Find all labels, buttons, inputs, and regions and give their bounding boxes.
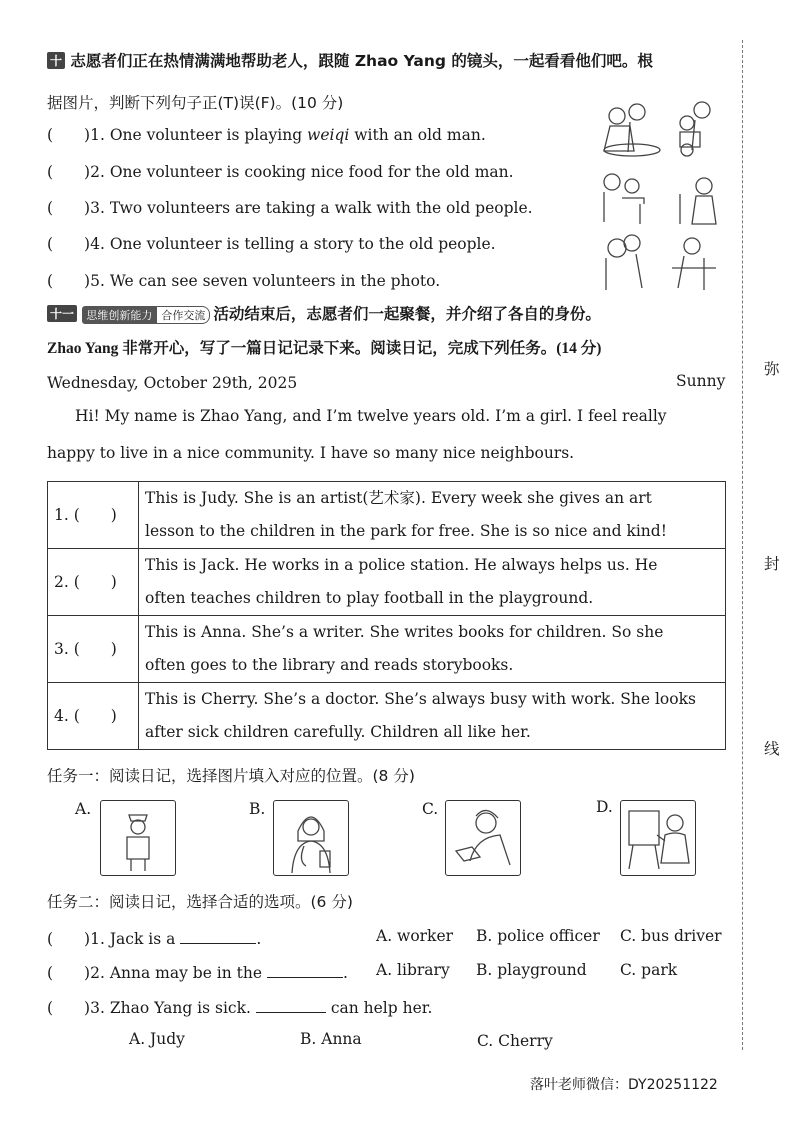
margin-char: 封 [764,555,780,573]
answer-blank[interactable]: ( )3. [47,999,105,1017]
question-text: Zhao Yang is sick. [109,999,251,1017]
mc-question-1 [47,927,261,949]
footer-contact: 落叶老师微信：DY20251122 [530,1077,718,1093]
mc-question-2 [47,961,348,983]
item-text: One volunteer is telling a story to the old people. [109,235,496,253]
picture-police-officer [100,800,176,876]
fill-blank [256,1012,326,1013]
item-text: Two volunteers are taking a walk with the old people. [109,199,533,217]
table-row [48,549,726,616]
line: This is Anna. She’s a writer. She writes books for children. So she [145,623,664,641]
answer-blank[interactable]: ( )2. [47,964,105,982]
question-text: . [343,964,348,982]
line: lesson to the children in the park for free. She is so nice and kind! [145,522,667,540]
section-number-badge: 十 [47,52,65,69]
skill-tag: 合作交流 [156,306,210,324]
margin-char: 线 [764,740,780,758]
answer-blank[interactable]: ( )5. [47,272,105,290]
option-label: C. [422,800,439,818]
answer-blank[interactable]: 3. ( ) [48,616,139,683]
answer-blank[interactable]: ( )4. [47,235,105,253]
item-text: We can see seven volunteers in the photo. [109,272,441,290]
option: C. bus driver [620,927,722,945]
option-label: D. [596,798,613,816]
question-text: Jack is a [109,930,176,948]
line: This is Cherry. She’s a doctor. She’s always busy with work. She looks [145,690,696,708]
skill-tag: 思维创新能力 [82,306,156,324]
section11-instruction [47,336,601,358]
answer-blank[interactable]: ( )1. [47,930,105,948]
row-text [139,482,726,549]
mc-question-3 [47,996,432,1018]
neighbours-table [47,481,726,750]
option-label: B. [249,800,266,818]
tf-item-4 [47,232,496,254]
binding-line [742,40,743,1050]
question-text: can help her. [330,999,433,1017]
row-text [139,616,726,683]
diary-date: Wednesday, October 29th, 2025 [47,374,298,392]
row-text [139,683,726,750]
margin-char: 弥 [764,360,780,378]
table-row [48,616,726,683]
question-text: . [256,930,262,948]
section11-heading [47,302,601,324]
heading-text: 活动结束后，志愿者们一起聚餐，并介绍了各自的身份。 [213,305,601,323]
answer-blank[interactable]: ( )3. [47,199,105,217]
table-row [48,683,726,750]
picture-doctor [273,800,349,876]
tf-item-2 [47,160,514,182]
option-label: A. [75,800,92,818]
option: B. police officer [476,927,600,945]
line: often goes to the library and reads storybooks. [145,656,514,674]
section10-instruction: 据图片，判断下列句子正(T)误(F)。(10 分) [47,94,344,112]
picture-writer [445,800,521,876]
option: B. playground [476,961,587,979]
heading-text: 志愿者们正在热情满满地帮助老人，跟随 Zhao Yang 的镜头，一起看看他们吧。根 [70,52,653,70]
line: This is Judy. She is an artist(艺术家). Every week she gives an art [145,489,652,507]
task1-title: 任务一：阅读日记，选择图片填入对应的位置。(8 分) [47,767,415,785]
line: after sick children carefully. Children all like her. [145,723,531,741]
option: C. park [620,961,678,979]
section10-heading [47,49,653,71]
question-text: Anna may be in the [109,964,263,982]
option: C. Cherry [477,1032,553,1050]
answer-blank[interactable]: 2. ( ) [48,549,139,616]
answer-blank[interactable]: ( )1. [47,126,105,144]
option: A. Judy [129,1030,185,1048]
option: A. worker [376,927,454,945]
row-text [139,549,726,616]
volunteers-illustration [592,98,732,293]
fill-blank [180,943,256,944]
line: This is Jack. He works in a police station. He always helps us. He [145,556,658,574]
option: B. Anna [300,1030,362,1048]
table-row [48,482,726,549]
heading-text: Zhao Yang 非常开心，写了一篇日记记录下来。阅读日记，完成下列任务。(14 分) [47,340,602,357]
picture-artist [620,800,696,876]
answer-blank[interactable]: ( )2. [47,163,105,181]
item-emph: weiqi [307,126,350,144]
tf-item-1 [47,123,486,145]
answer-blank[interactable]: 1. ( ) [48,482,139,549]
item-text: with an old man. [349,126,486,144]
diary-weather: Sunny [676,372,726,390]
tf-item-5 [47,269,440,291]
fill-blank [267,977,343,978]
diary-paragraph: Hi! My name is Zhao Yang, and I’m twelve years old. I’m a girl. I feel really [75,407,667,425]
diary-paragraph: happy to live in a nice community. I have so many nice neighbours. [47,444,575,462]
item-text: One volunteer is cooking nice food for the old man. [109,163,514,181]
section-number-badge: 十一 [47,305,77,322]
answer-blank[interactable]: 4. ( ) [48,683,139,750]
task2-title: 任务二：阅读日记，选择合适的选项。(6 分) [47,893,353,911]
line: often teaches children to play football in the playground. [145,589,594,607]
option: A. library [376,961,450,979]
item-text: One volunteer is playing [109,126,308,144]
tf-item-3 [47,196,533,218]
